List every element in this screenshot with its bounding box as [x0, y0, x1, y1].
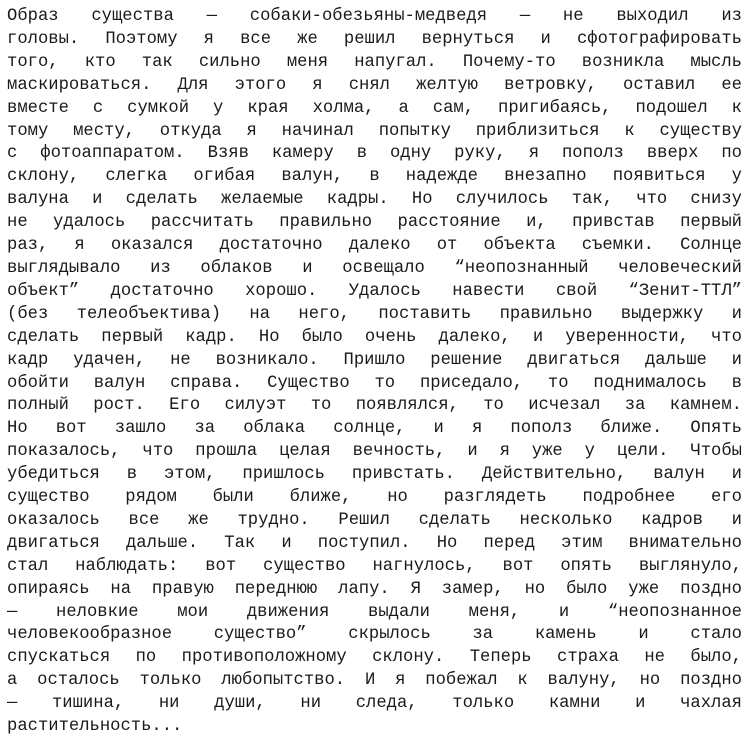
- text-line: вместе с сумкой у края холма, а сам, пригибаясь, подошел к: [7, 98, 742, 118]
- text-line: тому месту, откуда я начинал попытку приблизиться к существу: [7, 121, 742, 141]
- text-line: раз, я оказался достаточно далеко от объекта съемки. Солнце: [7, 236, 742, 256]
- text-line: объект” достаточно хорошо. Удалось навести свой “Зенит-ТТЛ”: [7, 281, 742, 301]
- text-line: выглядывало из облаков и освещало “неопознанный человеческий: [7, 258, 742, 278]
- text-line: маскироваться. Для этого я снял желтую ветровку, оставил ее: [7, 75, 742, 95]
- text-line: растительность...: [7, 717, 183, 737]
- text-line: существо рядом были ближе, но разглядеть подробнее его: [7, 488, 742, 508]
- text-line: — неловкие мои движения выдали меня, и “неопознанное: [7, 602, 742, 622]
- text-line: стал наблюдать: вот существо нагнулось, вот опять выглянуло,: [7, 556, 742, 576]
- text-line: показалось, что прошла целая вечность, и я уже у цели. Чтобы: [7, 442, 742, 462]
- text-line: кадр удачен, не возникало. Пришло решение двигаться дальше и: [7, 350, 742, 370]
- text-line: спускаться по противоположному склону. Теперь страха не было,: [7, 648, 742, 668]
- text-line: Образ существа — собаки-обезьяны-медведя — не выходил из: [7, 7, 742, 26]
- text-line: оказалось все же трудно. Решил сделать несколько кадров и: [7, 510, 742, 530]
- text-line: (без телеобъектива) на него, поставить правильно выдержку и: [7, 304, 742, 324]
- text-line: валуна и сделать желаемые кадры. Но случилось так, что снизу: [7, 190, 742, 210]
- text-line: с фотоаппаратом. Взяв камеру в одну руку, я пополз вверх по: [7, 144, 742, 164]
- text-line: склону, слегка огибая валун, в надежде внезапно появиться у: [7, 167, 742, 187]
- text-line: обойти валун справа. Существо то приседало, то поднималось в: [7, 373, 742, 393]
- text-line: не удалось рассчитать правильно расстояние и, привстав первый: [7, 213, 742, 233]
- text-line: сделать первый кадр. Но было очень далеко, и уверенности, что: [7, 327, 742, 347]
- text-line: того, кто так сильно меня напугал. Почему-то возникла мысль: [7, 52, 742, 72]
- text-line: полный рост. Его силуэт то появлялся, то исчезал за камнем.: [7, 396, 742, 416]
- text-line: а осталось только любопытство. И я побежал к валуну, но поздно: [7, 671, 742, 691]
- text-line: головы. Поэтому я все же решил вернуться и сфотографировать: [7, 29, 742, 49]
- text-line: человекообразное существо” скрылось за камень и стало: [7, 625, 742, 645]
- text-line: Но вот зашло за облака солнце, и я пополз ближе. Опять: [7, 419, 742, 439]
- text-line: убедиться в этом, пришлось привстать. Действительно, валун и: [7, 465, 742, 485]
- text-line: двигаться дальше. Так и поступил. Но перед этим внимательно: [7, 533, 742, 553]
- text-line: — тишина, ни души, ни следа, только камни и чахлая: [7, 694, 742, 714]
- body-text: [7, 6, 742, 739]
- text-line: опираясь на правую переднюю лапу. Я замер, но было уже поздно: [7, 579, 742, 599]
